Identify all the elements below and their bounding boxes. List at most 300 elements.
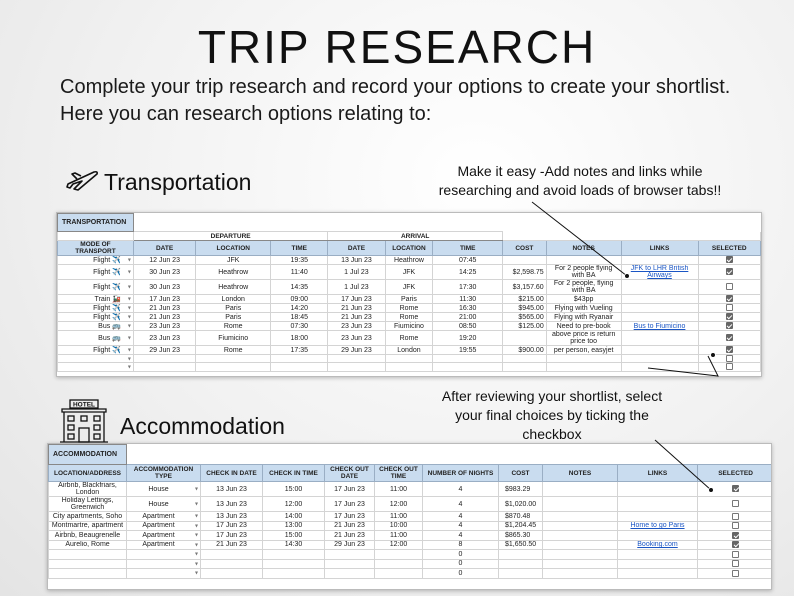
cell-out-date[interactable]: 21 Jun 23	[325, 531, 375, 541]
cell-selected	[698, 363, 760, 371]
cell-selected	[698, 512, 773, 522]
cell-links[interactable]	[621, 331, 698, 346]
cell-cost[interactable]	[499, 550, 543, 560]
cell-arr-date[interactable]	[328, 355, 385, 363]
transport-heading	[64, 164, 251, 200]
transport-header-1: DATE	[133, 241, 195, 256]
cell-notes[interactable]	[543, 497, 618, 512]
cell-arr-date[interactable]: 13 Jun 23	[328, 256, 385, 265]
cell-out-time[interactable]: 11:00	[375, 531, 423, 541]
type-value: Apartment	[142, 512, 175, 520]
cell-in-time[interactable]: 14:30	[263, 540, 325, 550]
departure-group-label: DEPARTURE	[133, 232, 327, 241]
cell-notes[interactable]: For 2 people, flying with BA	[546, 280, 621, 295]
cell-out-time[interactable]: 11:00	[375, 482, 423, 497]
cell-notes[interactable]: Need to pre-book	[546, 322, 621, 331]
cell-arr-date[interactable]: 23 Jun 23	[328, 322, 385, 331]
dropdown-caret-icon: ▾	[194, 570, 198, 577]
cell-dep-time[interactable]: 18:00	[271, 331, 328, 346]
cell-links[interactable]	[621, 363, 698, 371]
cell-dep-date[interactable]: 23 Jun 23	[133, 331, 195, 346]
cell-out-date[interactable]	[325, 550, 375, 560]
cell-selected	[698, 540, 773, 550]
link[interactable]: Booking.com	[637, 541, 678, 549]
cell-dep-date[interactable]: 21 Jun 23	[133, 304, 195, 313]
selected-checkbox[interactable]	[726, 346, 733, 353]
cell-location[interactable]: Aurelio, Rome	[49, 540, 127, 550]
cell-dep-loc[interactable]	[196, 355, 271, 363]
cell-dep-time[interactable]	[271, 363, 328, 371]
cell-notes[interactable]	[543, 531, 618, 541]
cell-in-time[interactable]	[263, 569, 325, 579]
cell-links[interactable]	[621, 295, 698, 304]
intro-text: Complete your trip research and record your options to create your shortlist. Here you can research options relating to:	[60, 76, 731, 125]
cell-notes[interactable]: Flying with Ryanair	[546, 313, 621, 322]
cell-links[interactable]	[618, 512, 698, 522]
transport-header-3: TIME	[271, 241, 328, 256]
cell-arr-loc[interactable]: JFK	[385, 265, 433, 280]
type-select[interactable]	[127, 559, 201, 569]
cell-notes[interactable]: For 2 people flying with BA	[546, 265, 621, 280]
cell-arr-loc[interactable]: London	[385, 346, 433, 355]
cell-selected	[698, 569, 773, 579]
cell-dep-date[interactable]	[133, 363, 195, 371]
cell-links[interactable]	[618, 540, 698, 550]
mode-select[interactable]	[58, 346, 134, 355]
cell-dep-date[interactable]	[133, 355, 195, 363]
note-select: After reviewing your shortlist, select your final choices by ticking the checkbox	[441, 388, 663, 442]
cell-dep-time[interactable]: 19:35	[271, 256, 328, 265]
accommodation-header-0: LOCATION/ADDRESS	[49, 465, 127, 482]
mode-value: Flight ✈️	[93, 269, 121, 276]
mode-value: Flight ✈️	[93, 347, 121, 354]
cell-location[interactable]	[49, 550, 127, 560]
cell-selected	[698, 331, 760, 346]
accommodation-header-6: NUMBER OF NIGHTS	[423, 465, 499, 482]
type-select[interactable]	[127, 512, 201, 522]
accommodation-header-4: CHECK OUT DATE	[325, 465, 375, 482]
transport-table	[57, 213, 761, 372]
transport-header-2: LOCATION	[196, 241, 271, 256]
cell-dep-loc[interactable]: Fiumicino	[196, 331, 271, 346]
cell-in-date[interactable]: 17 Jun 23	[201, 521, 263, 531]
cell-arr-time[interactable]: 21:00	[433, 313, 503, 322]
selected-checkbox[interactable]	[726, 334, 733, 341]
cell-nights[interactable]: 4	[423, 482, 499, 497]
transport-row	[58, 304, 761, 313]
mode-select[interactable]	[58, 256, 134, 265]
selected-checkbox[interactable]	[726, 355, 733, 362]
cell-nights[interactable]: 0	[423, 550, 499, 560]
cell-arr-date[interactable]: 23 Jun 23	[328, 331, 385, 346]
cell-cost[interactable]: $565.00	[503, 313, 547, 322]
cell-links[interactable]	[618, 531, 698, 541]
accommodation-caption: ACCOMMODATION	[49, 445, 127, 465]
selected-checkbox[interactable]	[726, 295, 733, 302]
cell-location[interactable]: Holiday Lettings, Greenwich	[49, 497, 127, 512]
transport-sheet	[56, 212, 762, 377]
cell-arr-date[interactable]	[328, 363, 385, 371]
cell-dep-date[interactable]: 30 Jun 23	[133, 265, 195, 280]
cell-links[interactable]	[618, 559, 698, 569]
cell-links[interactable]	[621, 256, 698, 265]
cell-arr-loc[interactable]: Rome	[385, 313, 433, 322]
selected-checkbox[interactable]	[726, 313, 733, 320]
cell-location[interactable]: City apartments, Soho	[49, 512, 127, 522]
accommodation-row	[49, 482, 773, 497]
transport-row	[58, 280, 761, 295]
cell-cost[interactable]	[499, 569, 543, 579]
accommodation-sheet	[47, 443, 772, 590]
cell-dep-loc[interactable]: Heathrow	[196, 280, 271, 295]
cell-cost[interactable]: $1,650.50	[499, 540, 543, 550]
selected-checkbox[interactable]	[726, 283, 733, 290]
type-select[interactable]	[127, 569, 201, 579]
cell-cost[interactable]	[503, 331, 547, 346]
cell-dep-time[interactable]: 07:30	[271, 322, 328, 331]
accommodation-row	[49, 531, 773, 541]
cell-dep-date[interactable]: 30 Jun 23	[133, 280, 195, 295]
cell-cost[interactable]: $215.00	[503, 295, 547, 304]
cell-links[interactable]	[621, 322, 698, 331]
cell-links[interactable]	[618, 482, 698, 497]
type-select[interactable]	[127, 497, 201, 512]
cell-arr-loc[interactable]: Heathrow	[385, 256, 433, 265]
cell-links[interactable]	[621, 346, 698, 355]
cell-nights[interactable]: 0	[423, 559, 499, 569]
cell-in-date[interactable]: 13 Jun 23	[201, 482, 263, 497]
cell-dep-date[interactable]: 21 Jun 23	[133, 313, 195, 322]
cell-arr-date[interactable]: 17 Jun 23	[328, 295, 385, 304]
cell-selected	[698, 346, 760, 355]
cell-arr-time[interactable]: 19:20	[433, 331, 503, 346]
mode-select[interactable]	[58, 355, 134, 363]
transport-row	[58, 313, 761, 322]
cell-arr-loc[interactable]	[385, 355, 433, 363]
dropdown-caret-icon: ▾	[194, 542, 198, 549]
selected-checkbox[interactable]	[732, 513, 739, 520]
cell-arr-time[interactable]: 19:55	[433, 346, 503, 355]
cell-dep-date[interactable]: 23 Jun 23	[133, 322, 195, 331]
accommodation-row	[49, 521, 773, 531]
transport-row	[58, 331, 761, 346]
accommodation-row	[49, 559, 773, 569]
cell-arr-time[interactable]: 07:45	[433, 256, 503, 265]
cell-notes[interactable]	[543, 569, 618, 579]
type-select[interactable]	[127, 482, 201, 497]
accommodation-header-9: LINKS	[618, 465, 698, 482]
cell-arr-date[interactable]: 29 Jun 23	[328, 346, 385, 355]
cell-notes[interactable]	[543, 482, 618, 497]
cell-cost[interactable]: $983.29	[499, 482, 543, 497]
cell-cost[interactable]: $1,020.00	[499, 497, 543, 512]
cell-in-time[interactable]: 15:00	[263, 531, 325, 541]
cell-in-time[interactable]: 13:00	[263, 521, 325, 531]
cell-notes[interactable]	[543, 521, 618, 531]
cell-out-date[interactable]: 17 Jun 23	[325, 512, 375, 522]
cell-in-date[interactable]: 17 Jun 23	[201, 531, 263, 541]
cell-in-date[interactable]	[201, 550, 263, 560]
cell-dep-loc[interactable]: Heathrow	[196, 265, 271, 280]
cell-notes[interactable]	[546, 256, 621, 265]
cell-in-time[interactable]: 15:00	[263, 482, 325, 497]
cell-arr-loc[interactable]: Fiumicino	[385, 322, 433, 331]
cell-location[interactable]	[49, 559, 127, 569]
selected-checkbox[interactable]	[732, 551, 739, 558]
dropdown-caret-icon: ▾	[194, 501, 198, 508]
cell-nights[interactable]: 4	[423, 531, 499, 541]
cell-cost[interactable]: $865.30	[499, 531, 543, 541]
cell-dep-time[interactable]: 09:00	[271, 295, 328, 304]
accommodation-row	[49, 512, 773, 522]
cell-in-time[interactable]	[263, 559, 325, 569]
cell-nights[interactable]: 0	[423, 569, 499, 579]
cell-notes[interactable]: per person, easyjet	[546, 346, 621, 355]
cell-arr-time[interactable]: 14:25	[433, 265, 503, 280]
cell-dep-date[interactable]: 17 Jun 23	[133, 295, 195, 304]
mode-select[interactable]	[58, 313, 134, 322]
cell-notes[interactable]	[543, 559, 618, 569]
cell-cost[interactable]: $945.00	[503, 304, 547, 313]
transport-heading-label: Transportation	[104, 168, 252, 195]
cell-in-time[interactable]	[263, 550, 325, 560]
cell-links[interactable]	[621, 355, 698, 363]
cell-selected	[698, 550, 773, 560]
cell-notes[interactable]: above price is return price too	[546, 331, 621, 346]
cell-selected	[698, 521, 773, 531]
cell-notes[interactable]: $43pp	[546, 295, 621, 304]
mode-value: Flight ✈️	[93, 314, 121, 321]
cell-out-time[interactable]	[375, 559, 423, 569]
transport-header-5: LOCATION	[385, 241, 433, 256]
cell-cost[interactable]	[503, 363, 547, 371]
dropdown-caret-icon: ▾	[194, 551, 198, 558]
cell-links[interactable]	[618, 497, 698, 512]
cell-out-time[interactable]	[375, 569, 423, 579]
cell-dep-time[interactable]: 17:35	[271, 346, 328, 355]
type-value: Apartment	[142, 531, 175, 539]
type-select[interactable]	[127, 531, 201, 541]
mode-select[interactable]	[58, 363, 134, 371]
cell-arr-date[interactable]: 1 Jul 23	[328, 280, 385, 295]
cell-selected	[698, 482, 773, 497]
type-select[interactable]	[127, 521, 201, 531]
cell-selected	[698, 280, 760, 295]
cell-arr-time[interactable]: 16:30	[433, 304, 503, 313]
accommodation-heading-label: Accommodation	[120, 412, 285, 439]
cell-out-date[interactable]: 21 Jun 23	[325, 521, 375, 531]
cell-dep-time[interactable]: 14:20	[271, 304, 328, 313]
cell-links[interactable]	[618, 569, 698, 579]
transport-header-10: SELECTED	[698, 241, 760, 256]
cell-arr-time[interactable]	[433, 355, 503, 363]
accommodation-header-7: COST	[499, 465, 543, 482]
cell-arr-loc[interactable]	[385, 363, 433, 371]
transport-header-9: LINKS	[621, 241, 698, 256]
selected-checkbox[interactable]	[732, 522, 739, 529]
accommodation-row	[49, 550, 773, 560]
mode-select[interactable]	[58, 265, 134, 280]
cell-in-time[interactable]: 12:00	[263, 497, 325, 512]
cell-location[interactable]: Montmartre, apartment	[49, 521, 127, 531]
selected-checkbox[interactable]	[732, 500, 739, 507]
cell-arr-loc[interactable]: Paris	[385, 295, 433, 304]
cell-arr-time[interactable]: 17:30	[433, 280, 503, 295]
mode-select[interactable]	[58, 280, 134, 295]
cell-notes[interactable]	[543, 540, 618, 550]
cell-out-time[interactable]: 12:00	[375, 540, 423, 550]
cell-dep-time[interactable]: 11:40	[271, 265, 328, 280]
cell-selected	[698, 304, 760, 313]
cell-location[interactable]: Airbnb, Blackfriars, London	[49, 482, 127, 497]
cell-cost[interactable]: $900.00	[503, 346, 547, 355]
cell-arr-date[interactable]: 21 Jun 23	[328, 304, 385, 313]
selected-checkbox[interactable]	[732, 485, 739, 492]
cell-arr-date[interactable]: 21 Jun 23	[328, 313, 385, 322]
selected-checkbox[interactable]	[732, 560, 739, 567]
dropdown-caret-icon: ▾	[127, 356, 131, 363]
selected-checkbox[interactable]	[732, 541, 739, 548]
cell-links[interactable]	[621, 313, 698, 322]
accommodation-header-5: CHECK OUT TIME	[375, 465, 423, 482]
cell-arr-time[interactable]: 11:30	[433, 295, 503, 304]
cell-dep-loc[interactable]	[196, 363, 271, 371]
transport-header-0: MODE OF TRANSPORT	[58, 241, 134, 256]
cell-dep-loc[interactable]: Paris	[196, 304, 271, 313]
cell-in-date[interactable]: 13 Jun 23	[201, 497, 263, 512]
cell-location[interactable]: Airbnb, Beaugrenelle	[49, 531, 127, 541]
link[interactable]: Home to go Paris	[630, 522, 685, 530]
airplane-icon	[64, 164, 100, 200]
cell-nights[interactable]: 4	[423, 521, 499, 531]
mode-value: Flight ✈️	[93, 257, 121, 264]
cell-dep-loc[interactable]: Rome	[196, 346, 271, 355]
mode-select[interactable]	[58, 304, 134, 313]
cell-selected	[698, 265, 760, 280]
cell-arr-loc[interactable]: JFK	[385, 280, 433, 295]
selected-checkbox[interactable]	[726, 268, 733, 275]
cell-cost[interactable]: $1,204.45	[499, 521, 543, 531]
cell-dep-time[interactable]: 18:45	[271, 313, 328, 322]
mode-select[interactable]	[58, 322, 134, 331]
cell-out-time[interactable]: 11:00	[375, 512, 423, 522]
cell-dep-loc[interactable]: JFK	[196, 256, 271, 265]
cell-notes[interactable]	[546, 363, 621, 371]
cell-out-date[interactable]	[325, 569, 375, 579]
cell-dep-time[interactable]	[271, 355, 328, 363]
hotel-sign-text: HOTEL	[72, 401, 96, 409]
cell-out-date[interactable]: 17 Jun 23	[325, 482, 375, 497]
cell-dep-date[interactable]: 12 Jun 23	[133, 256, 195, 265]
transport-row	[58, 355, 761, 363]
link[interactable]: JFK to LHR British Airways	[630, 265, 689, 279]
cell-links[interactable]	[621, 304, 698, 313]
dropdown-caret-icon: ▾	[127, 269, 131, 276]
cell-in-date[interactable]: 13 Jun 23	[201, 512, 263, 522]
mode-value: Flight ✈️	[93, 305, 121, 312]
cell-out-time[interactable]: 10:00	[375, 521, 423, 531]
cell-cost[interactable]: $3,157.60	[503, 280, 547, 295]
cell-out-date[interactable]	[325, 559, 375, 569]
cell-cost[interactable]: $870.48	[499, 512, 543, 522]
dropdown-caret-icon: ▾	[127, 323, 131, 330]
mode-select[interactable]	[58, 331, 134, 346]
cell-nights[interactable]: 8	[423, 540, 499, 550]
cell-in-date[interactable]: 21 Jun 23	[201, 540, 263, 550]
selected-checkbox[interactable]	[726, 304, 733, 311]
cell-arr-time[interactable]: 08:50	[433, 322, 503, 331]
cell-arr-loc[interactable]: Rome	[385, 331, 433, 346]
cell-dep-date[interactable]: 29 Jun 23	[133, 346, 195, 355]
selected-checkbox[interactable]	[726, 256, 733, 263]
selected-checkbox[interactable]	[726, 363, 733, 370]
link[interactable]: Bus to Fiumicino	[633, 322, 686, 330]
cell-out-date[interactable]: 17 Jun 23	[325, 497, 375, 512]
transport-row	[58, 363, 761, 371]
cell-links[interactable]	[621, 280, 698, 295]
accommodation-row	[49, 540, 773, 550]
accommodation-header-1: ACCOMMODATION TYPE	[127, 465, 201, 482]
mode-select[interactable]	[58, 295, 134, 304]
cell-cost[interactable]	[503, 355, 547, 363]
cell-arr-time[interactable]	[433, 363, 503, 371]
cell-notes[interactable]	[546, 355, 621, 363]
cell-cost[interactable]	[503, 256, 547, 265]
arrival-group-label: ARRIVAL	[328, 232, 503, 241]
cell-out-date[interactable]: 29 Jun 23	[325, 540, 375, 550]
cell-links[interactable]	[618, 550, 698, 560]
cell-location[interactable]	[49, 569, 127, 579]
selected-checkbox[interactable]	[726, 322, 733, 329]
type-select[interactable]	[127, 550, 201, 560]
cell-arr-loc[interactable]: Rome	[385, 304, 433, 313]
mode-value: Bus 🚌	[98, 323, 121, 330]
cell-notes[interactable]	[543, 512, 618, 522]
cell-nights[interactable]: 4	[423, 497, 499, 512]
cell-dep-time[interactable]: 14:35	[271, 280, 328, 295]
cell-in-date[interactable]	[201, 559, 263, 569]
cell-links[interactable]	[618, 521, 698, 531]
type-select[interactable]	[127, 540, 201, 550]
dropdown-caret-icon: ▾	[194, 532, 198, 539]
accommodation-table	[48, 444, 772, 579]
cell-cost[interactable]: $2,598.75	[503, 265, 547, 280]
cell-dep-loc[interactable]: Rome	[196, 322, 271, 331]
cell-nights[interactable]: 4	[423, 512, 499, 522]
dropdown-caret-icon: ▾	[127, 364, 131, 371]
cell-cost[interactable]: $125.00	[503, 322, 547, 331]
selected-checkbox[interactable]	[732, 570, 739, 577]
cell-arr-date[interactable]: 1 Jul 23	[328, 265, 385, 280]
selected-checkbox[interactable]	[732, 532, 739, 539]
transport-header-7: COST	[503, 241, 547, 256]
cell-dep-loc[interactable]: London	[196, 295, 271, 304]
cell-notes[interactable]: Flying with Vueling	[546, 304, 621, 313]
cell-selected	[698, 559, 773, 569]
dropdown-caret-icon: ▾	[127, 257, 131, 264]
cell-in-date[interactable]	[201, 569, 263, 579]
cell-notes[interactable]	[543, 550, 618, 560]
cell-selected	[698, 256, 760, 265]
cell-in-time[interactable]: 14:00	[263, 512, 325, 522]
cell-out-time[interactable]: 12:00	[375, 497, 423, 512]
mode-value: Flight ✈️	[93, 284, 121, 291]
cell-dep-loc[interactable]: Paris	[196, 313, 271, 322]
cell-out-time[interactable]	[375, 550, 423, 560]
cell-links[interactable]	[621, 265, 698, 280]
cell-cost[interactable]	[499, 559, 543, 569]
dropdown-caret-icon: ▾	[127, 305, 131, 312]
